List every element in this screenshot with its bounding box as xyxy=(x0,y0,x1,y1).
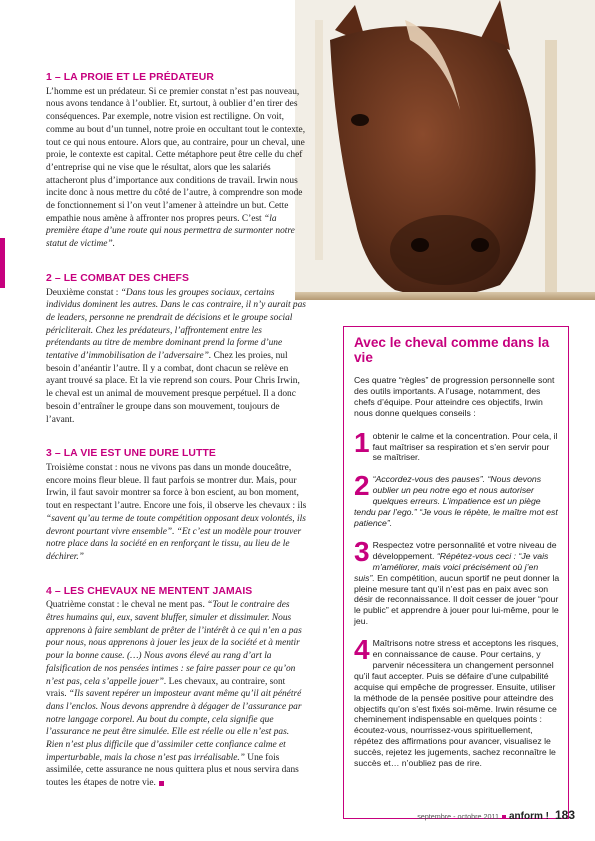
horse-photo xyxy=(295,0,595,300)
body-quote: “Tout le contraire des êtres humains qui, eux, savent bluffer, simuler et dissimuler. Nous apprenons à faire semblant de prêter de l’intérêt à ce qui n’en a pas pour nous, nous apprenons à jouer les jeux de la société et à mentir pour la bonne cause. (…) Nous avons élevé au rang d’art la falsification de nos pensées intimes : se faire passer pour ce qu’on n’est pas, cela s’appelle jouer”. xyxy=(46,600,302,687)
body-quote: “savent qu’au terme de toute compétition opposant deux volontés, ils devront pourtant vivre ensemble”. “Et c’est un modèle pour trouver notre place dans la société en en renforçant le tissu, au lieu de le déchirer.” xyxy=(46,513,306,562)
article-column xyxy=(46,72,308,812)
sidebar-intro: Ces quatre “règles” de progression personnelle sont des outils importants. A l’usage, notamment, des chefs d’équipe. Pour atteindre ces objectifs, Irwin nous donne quelques conseils : xyxy=(354,375,555,418)
accent-bar xyxy=(0,238,5,288)
sidebar-box xyxy=(343,326,569,819)
advice-number: 3 xyxy=(354,535,370,567)
body-text: L’homme est un prédateur. Si ce premier constat n’est pas nouveau, nous avons tendance à l’oublier. Et, surtout, à oublier d’en tirer des conséquences. Par exemple, notre vision est rectiligne. On voit, comme au bout d’un tunnel, notre proie en occultant tout le contexte, tout ce qui nous entoure. Alors que, au contraire, pour un cheval, une proie, le contexte est capital. Cette métaphore peut être celle du chef d’entreprise qui ne vise que le résultat, alors que les salariés attacheront plus d’importance aux conditions de travail. Irwin nous incite donc à nous mettre du côté de l’autre, à comprendre son mode de fonctionnement si l’on veut l’amener à atteindre un but. Cette empathie nous amène à affronter nos propres peurs. C’est xyxy=(46,86,306,224)
page-footer xyxy=(380,808,575,822)
end-mark-icon xyxy=(159,781,164,786)
body-text: Chez les proies, nul besoin d’anéantir l’autre. Il y a combat, dont chacun se relève en ayant trouvé sa place. Et la vie reprend son cours. Pour Chris Irwin, le cheval est un animal de mouvement presque perpétuel. Il a donc besoin d’entraîner le groupe dans son mouvement, toujours de l’avant. xyxy=(46,351,300,425)
body-text: Deuxième constat : xyxy=(46,287,121,298)
advice-number: 1 xyxy=(354,426,370,458)
body-quote: “Ils savent repérer un imposteur avant même qu’il ait pénétré dans l’enclos. Nous devons apprendre à dégager de l’assurance par notre langage corporel. Au bout du compte, cela signifie que l’assurance ne peut être simulée. Elle est réelle ou elle n’est pas. Rien n’est plus difficile que d’assimiler cette confiance calme et imperturbable, mais la chose n’est pas irréalisable.” xyxy=(46,689,302,763)
body-text: Une fois assimilée, cette assurance ne nous quittera plus et nous servira dans toutes les étapes de notre vie. xyxy=(46,752,299,789)
magazine-brand: anform ! xyxy=(508,811,549,822)
advice-text xyxy=(354,426,560,464)
section-heading: 1 – LA PROIE ET LE PRÉDATEUR xyxy=(46,72,214,83)
section-body xyxy=(46,599,308,790)
body-text: Troisième constat : nous ne vivons pas dans un monde douceâtre, encore moins fleur bleue. Il faut parfois se montrer dur. Mais, pour Irwin, il faut savoir montrer sa force à bon escient, au bon moment, tout en respectant l’autre. Encore une fois, il observe les chevaux : ils xyxy=(46,462,307,512)
section-1 xyxy=(46,72,308,251)
advice-number: 4 xyxy=(354,634,370,666)
section-heading: 3 – LA VIE EST UNE DURE LUTTE xyxy=(46,448,216,460)
advice-text xyxy=(354,634,560,769)
horse-illustration xyxy=(295,0,595,300)
advice-body: En compétition, aucun sportif ne peut donner la pleine mesure tant qu’il n’est pas en paix avec son désir de reconnaissance. Il doit cesser de jouer “pour le public” et apprendre à jouer pour lui-même, pour le jeu. xyxy=(354,572,560,627)
advice-body: Maîtrisons notre stress et acceptons les risques, en connaissance de cause. Pour certains, y parvenir nécessitera un changement personnel qu’il faut accepter. Puis se défaire d’une culpabilité acquise qui empêche de progresser. Ensuite, utiliser la méthode de la pensée positive pour atteindre des objectifs qu’on s’est fixés soi-même. Irwin résume ce cheminement indispensable en quelques points : écoutez-vous, nourrissez-vous spirituellement, répétez des affirmations pour avancer, visualisez le succès, rejetez les jugements, sachez reconnaître le succès et… n’oubliez pas de rire. xyxy=(354,638,559,769)
section-body xyxy=(46,462,308,564)
section-heading: 2 – LE COMBAT DES CHEFS xyxy=(46,272,189,284)
section-body xyxy=(46,86,308,251)
advice-item-2 xyxy=(354,470,560,529)
sidebar-title: Avec le cheval comme dans la vie xyxy=(354,335,550,365)
section-4 xyxy=(46,586,308,790)
advice-number: 2 xyxy=(354,470,370,502)
body-quote: “la première étape d’une route qui nous permettra de surmonter notre statut de victime”. xyxy=(46,213,295,250)
separator-square-icon xyxy=(502,815,506,819)
issue-date: septembre - octobre 2011 xyxy=(417,812,499,821)
sidebar-content xyxy=(354,335,560,780)
advice-item-3 xyxy=(354,535,560,627)
advice-quote: “Répétez-vous ceci : “Je vais m’améliorer, mais voici précisément où j’en suis”. xyxy=(354,550,549,583)
advice-body: obtenir le calme et la concentration. Pour cela, il faut maîtriser sa respiration et s’en servir pour se maîtriser. xyxy=(372,430,558,463)
advice-body: Respectez votre personnalité et votre niveau de développement. xyxy=(372,539,557,561)
section-body xyxy=(46,287,308,427)
page-number: 183 xyxy=(554,808,575,822)
section-heading: 4 – LES CHEVAUX NE MENTENT JAMAIS xyxy=(46,585,253,597)
section-3 xyxy=(46,448,308,563)
advice-quote: “Accordez-vous des pauses”. “Nous devons oublier un peu notre ego et nous autoriser quelques erreurs. L’impatience est un piège tendu par l’ego.” “Je vous le répète, le maître mot est patience”. xyxy=(354,474,558,528)
body-quote: “Dans tous les groupes sociaux, certains individus dominent les autres. Dans le cas contraire, il n’y aurait pas de leaders, personne ne prendrait de décisions et le groupe social péricliterait. Chez les prédateurs, l’affrontement entre les prétendants au titre de membre dominant prend la forme d’une tentative d’immobilisation de l’adversaire”. xyxy=(46,287,306,362)
body-text: Quatrième constat : le cheval ne ment pas. xyxy=(46,600,208,611)
advice-item-1 xyxy=(354,426,560,464)
section-2 xyxy=(46,273,308,426)
body-text: Les chevaux, au contraire, sont vrais. xyxy=(46,676,286,700)
advice-text xyxy=(354,470,560,529)
advice-item-4 xyxy=(354,634,560,769)
advice-text xyxy=(354,535,560,627)
